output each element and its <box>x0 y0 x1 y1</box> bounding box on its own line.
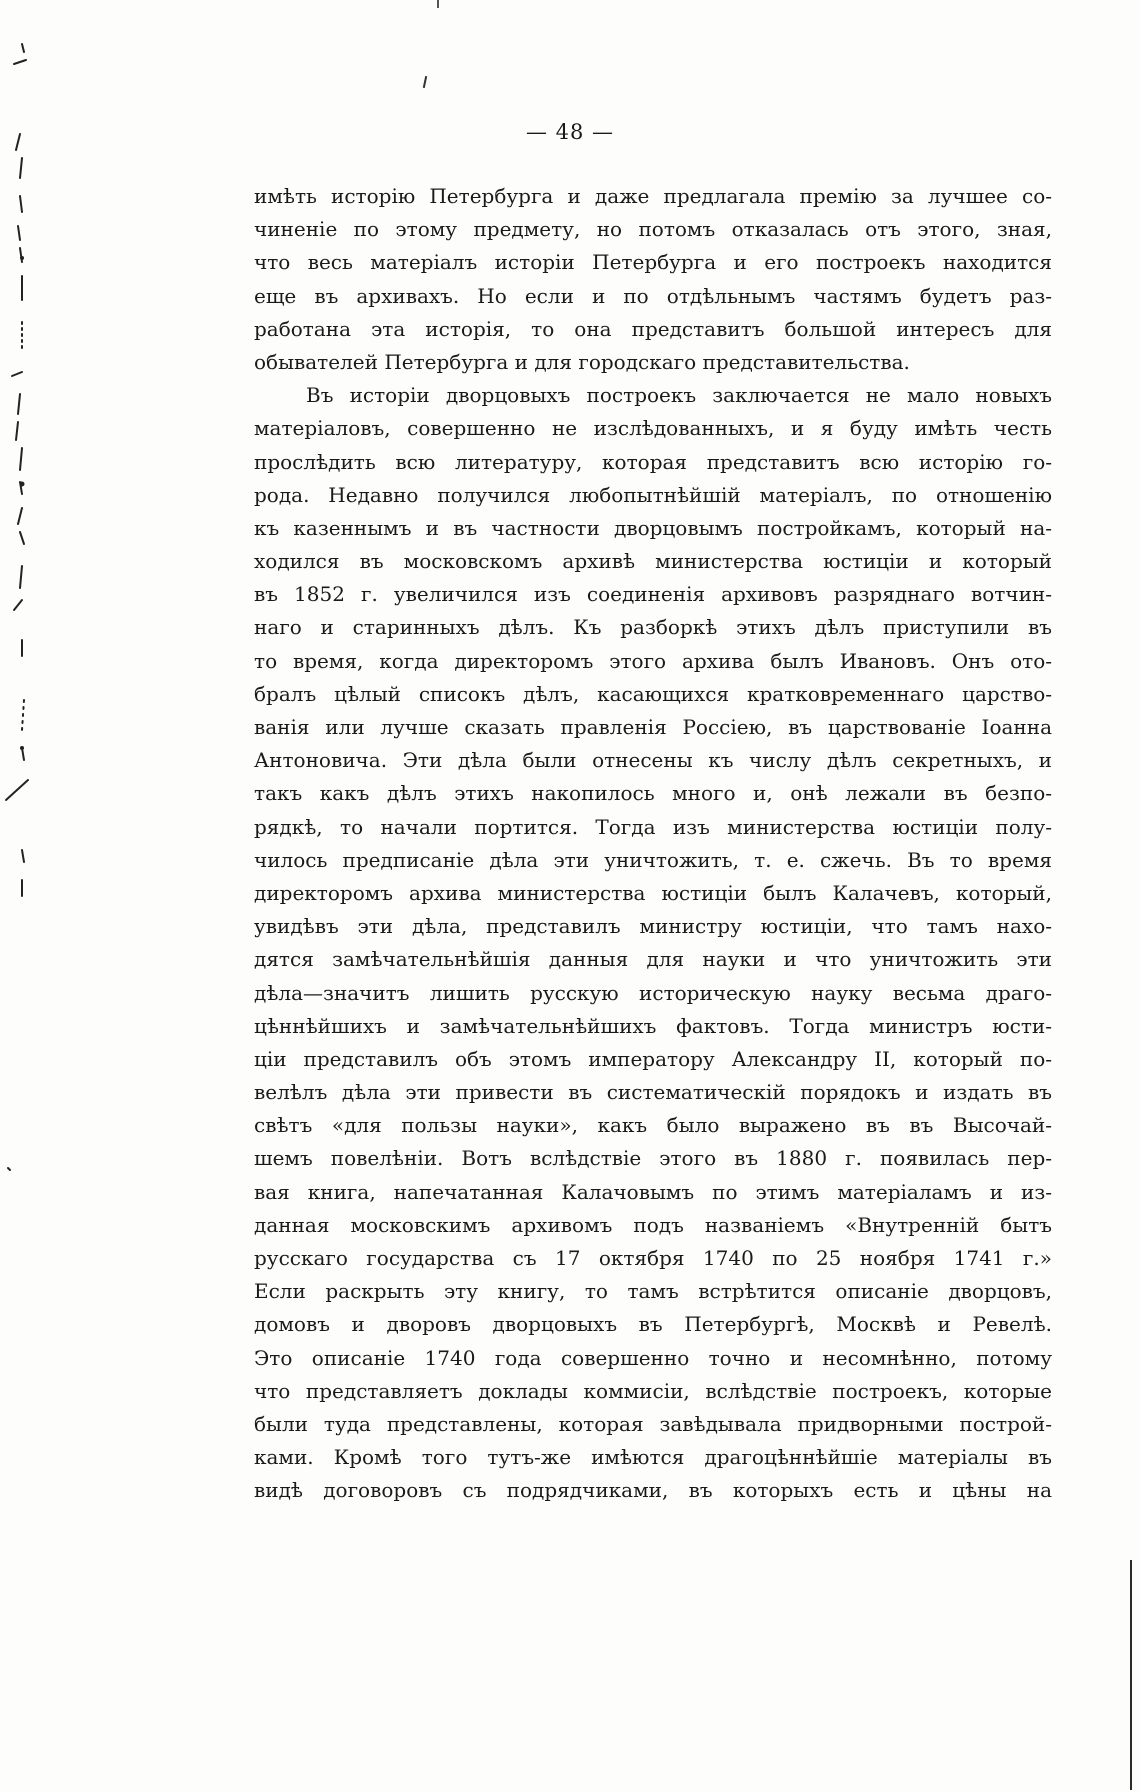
scan-mark <box>18 394 20 414</box>
scan-dot <box>20 746 24 750</box>
scan-dot <box>20 256 24 260</box>
text-line: работана эта исторія, то она представитъ большой интересъ для <box>254 316 1052 341</box>
text-line: дятся замѣчательнѣйшія данныя для науки и что уничтожить эти <box>254 947 1052 972</box>
scan-mark <box>14 600 22 610</box>
scan-speck <box>423 76 427 88</box>
text-line: что представляетъ доклады коммисіи, вслѣдствіе построекъ, которые <box>254 1378 1052 1403</box>
scan-mark <box>14 60 26 64</box>
scan-mark <box>22 44 24 52</box>
scan-speck <box>437 0 439 8</box>
text-line: прослѣдить всю литературу, которая представитъ всю исторію го- <box>254 449 1052 474</box>
text-line: имѣть исторію Петербурга и даже предлагала премію за лучшее со- <box>254 184 1052 208</box>
text-line: что весь матеріалъ исторіи Петербурга и его построекъ находится <box>254 250 1052 275</box>
scan-mark <box>22 700 24 730</box>
scan-gutter-marks <box>0 0 60 1792</box>
text-line: шемъ повелѣніи. Вотъ вслѣдствіе этого въ 1880 г. появилась пер- <box>254 1146 1052 1171</box>
text-line: бралъ цѣлый списокъ дѣлъ, касающихся кратковременнаго царство- <box>254 681 1052 706</box>
text-line: вая книга, напечатанная Калачовымъ по этимъ матеріаламъ и из- <box>254 1179 1052 1204</box>
text-line: къ казеннымъ и въ частности дворцовымъ постройкамъ, который на- <box>254 515 1052 540</box>
scan-mark <box>20 448 22 470</box>
text-line: наго и старинныхъ дѣлъ. Къ разборкѣ этихъ дѣлъ приступили въ <box>254 615 1052 640</box>
text-line: чиненіе по этому предмету, но потомъ отказалась отъ этого, зная, <box>254 217 1052 242</box>
scan-mark <box>20 158 22 178</box>
scan-dot <box>20 482 25 487</box>
text-line: ванія или лучше сказать правленія Россіею, въ царствованіе Іоанна <box>254 715 1052 739</box>
scan-mark <box>22 850 24 862</box>
text-line: въ 1852 г. увеличился изъ соединенія архивовъ разряднаго вотчин- <box>254 582 1052 607</box>
text-line: ходился въ московскомъ архивѣ министерства юстиціи и который <box>254 549 1052 574</box>
scan-mark <box>18 508 22 524</box>
text-line: увидѣвъ эти дѣла, представилъ министру юстиціи, что тамъ нахо- <box>254 914 1052 939</box>
text-line: свѣтъ «для пользы науки», какъ было выражено въ въ Высочай- <box>254 1113 1052 1138</box>
text-line: рода. Недавно получился любопытнѣйшій матеріалъ, по отношенію <box>254 482 1052 507</box>
scan-mark <box>20 532 24 544</box>
text-line: ціи представилъ объ этомъ императору Александру II, который по- <box>254 1046 1052 1071</box>
text-line: русскаго государства съ 17 октября 1740 по 25 ноября 1741 г.» <box>254 1246 1052 1270</box>
text-line: данная московскимъ архивомъ подъ названіемъ «Внутренній бытъ <box>254 1212 1052 1237</box>
text-line: обывателей Петербурга и для городскаго представительства. <box>254 349 910 374</box>
page-number: — 48 — <box>525 120 615 144</box>
page-edge-shadow <box>1130 1560 1132 1790</box>
text-line: еще въ архивахъ. Но если и по отдѣльнымъ частямъ будетъ раз- <box>254 283 1052 308</box>
gutter-artifacts <box>0 0 60 1792</box>
body-text <box>254 180 1052 1508</box>
text-line: то время, когда директоромъ этого архива былъ Ивановъ. Онъ ото- <box>254 648 1052 673</box>
text-line: видѣ договоровъ съ подрядчиками, въ которыхъ есть и цѣны на <box>254 1478 1052 1503</box>
text-line: велѣлъ дѣла эти привести въ систематическій порядокъ и издать въ <box>254 1080 1052 1105</box>
scan-mark <box>12 372 22 376</box>
text-line: такъ какъ дѣлъ этихъ накопилось много и, онѣ лежали въ безпо- <box>254 781 1052 806</box>
text-line: цѣннѣйшихъ и замѣчательнѣйшихъ фактовъ. Тогда министръ юсти- <box>254 1013 1052 1038</box>
text-line: Это описаніе 1740 года совершенно точно и несомнѣнно, потому <box>254 1345 1052 1370</box>
text-line: ками. Кромѣ того тутъ-же имѣются драгоцѣннѣйшіе матеріалы въ <box>254 1445 1052 1470</box>
scan-mark <box>16 422 18 440</box>
text-line: матеріаловъ, совершенно не изслѣдованныхъ, и я буду имѣть честь <box>254 416 1052 441</box>
scan-mark <box>8 1168 10 1170</box>
text-line: Антоновича. Эти дѣла были отнесены къ числу дѣлъ секретныхъ, и <box>254 748 1052 773</box>
text-line: Въ исторіи дворцовыхъ построекъ заключается не мало новыхъ <box>306 383 1052 408</box>
text-line: дѣла—значитъ лишить русскую историческую науку весьма драго- <box>254 980 1052 1005</box>
text-line: рядкѣ, то начали портится. Тогда изъ министерства юстиціи полу- <box>254 814 1052 839</box>
text-line: были туда представлены, которая завѣдывала придворными построй- <box>254 1411 1052 1436</box>
text-line: домовъ и дворовъ дворцовыхъ въ Петербургѣ, Москвѣ и Ревелѣ. <box>254 1312 1052 1337</box>
scan-mark <box>6 780 28 800</box>
scan-mark <box>20 566 22 588</box>
text-line: Если раскрыть эту книгу, то тамъ встрѣтится описаніе дворцовъ, <box>254 1279 1052 1304</box>
text-line: чилось предписаніе дѣла эти уничтожить, т. е. сжечь. Въ то время <box>254 847 1052 872</box>
scan-mark <box>18 226 20 240</box>
scan-mark <box>20 196 22 212</box>
text-line: директоромъ архива министерства юстиціи былъ Калачевъ, который, <box>254 880 1052 905</box>
